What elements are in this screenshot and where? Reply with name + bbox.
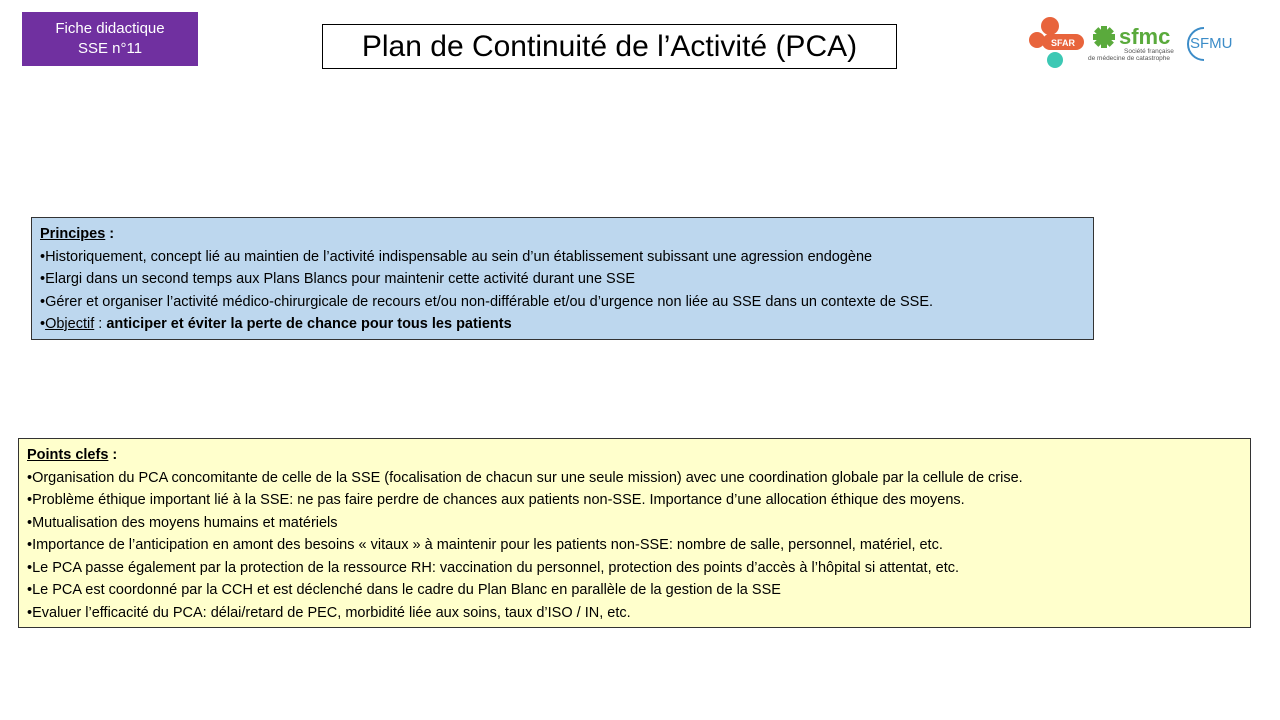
fiche-badge <box>22 12 198 66</box>
principes-heading <box>40 223 1085 246</box>
sfmc-text: sfmc <box>1119 24 1171 49</box>
principes-heading-colon: : <box>105 226 115 242</box>
page-title: Plan de Continuité de l’Activité (PCA) <box>322 24 897 69</box>
points-clefs-item: • Organisation du PCA concomitante de celle de la SSE (focalisation de chacun sur une seule mission) avec une coordination globale par la cellule de crise. <box>27 467 1242 490</box>
badge-line-2: SSE n°11 <box>77 40 143 57</box>
sfar-text: SFAR <box>1050 38 1076 48</box>
partner-logos <box>1028 14 1270 72</box>
points-clefs-item: • Problème éthique important lié à la SSE: ne pas faire perdre de chances aux patients non-SSE. Importance d’une allocation éthique des moyens. <box>27 489 1242 512</box>
principes-item: • Elargi dans un second temps aux Plans Blancs pour maintenir cette activité durant une SSE <box>40 268 1085 291</box>
objectif-item <box>40 313 1085 336</box>
sfmu-logo <box>1184 22 1240 68</box>
sfmu-text: SFMU <box>1190 35 1233 52</box>
principes-box <box>31 217 1094 340</box>
sfar-dot-bottom <box>1047 52 1063 68</box>
points-clefs-box <box>18 438 1251 628</box>
points-clefs-item: • Le PCA passe également par la protection de la ressource RH: vaccination du personnel, protection des points d’accès à l’hôpital si attentat, etc. <box>27 557 1242 580</box>
sfmc-subtitle-1: Société française <box>1124 48 1174 55</box>
points-clefs-item: • Mutualisation des moyens humains et matériels <box>27 512 1242 535</box>
points-clefs-item: • Evaluer l’efficacité du PCA: délai/retard de PEC, morbidité liée aux soins, taux d’ISO / IN, etc. <box>27 602 1242 625</box>
points-clefs-heading-text: Points clefs <box>27 447 109 463</box>
points-clefs-heading <box>27 444 1242 467</box>
sfmc-logo <box>1086 22 1182 70</box>
objectif-sep: : <box>94 316 107 332</box>
principes-item: • Historiquement, concept lié au maintien de l’activité indispensable au sein d’un établissement subissant une agression endogène <box>40 246 1085 269</box>
objectif-text: anticiper et éviter la perte de chance pour tous les patients <box>106 316 512 332</box>
sfar-logo <box>1028 16 1084 68</box>
points-clefs-item: • Importance de l’anticipation en amont des besoins « vitaux » à maintenir pour les patients non-SSE: nombre de salle, personnel, matériel, etc. <box>27 534 1242 557</box>
objectif-label: Objectif <box>45 316 95 332</box>
sfmc-star-icon <box>1093 26 1115 48</box>
points-clefs-heading-colon: : <box>108 447 118 463</box>
badge-line-1: Fiche didactique <box>55 20 165 37</box>
points-clefs-item: • Le PCA est coordonné par la CCH et est déclenché dans le cadre du Plan Blanc en parallèle de la gestion de la SSE <box>27 579 1242 602</box>
principes-item: • Gérer et organiser l’activité médico-chirurgicale de recours et/ou non-différable et/ou d’urgence non liée au SSE dans un contexte de SSE. <box>40 291 1085 314</box>
sfmc-subtitle-2: de médecine de catastrophe <box>1088 55 1171 62</box>
principes-heading-text: Principes <box>40 226 106 242</box>
sfar-dot-top <box>1041 17 1059 35</box>
